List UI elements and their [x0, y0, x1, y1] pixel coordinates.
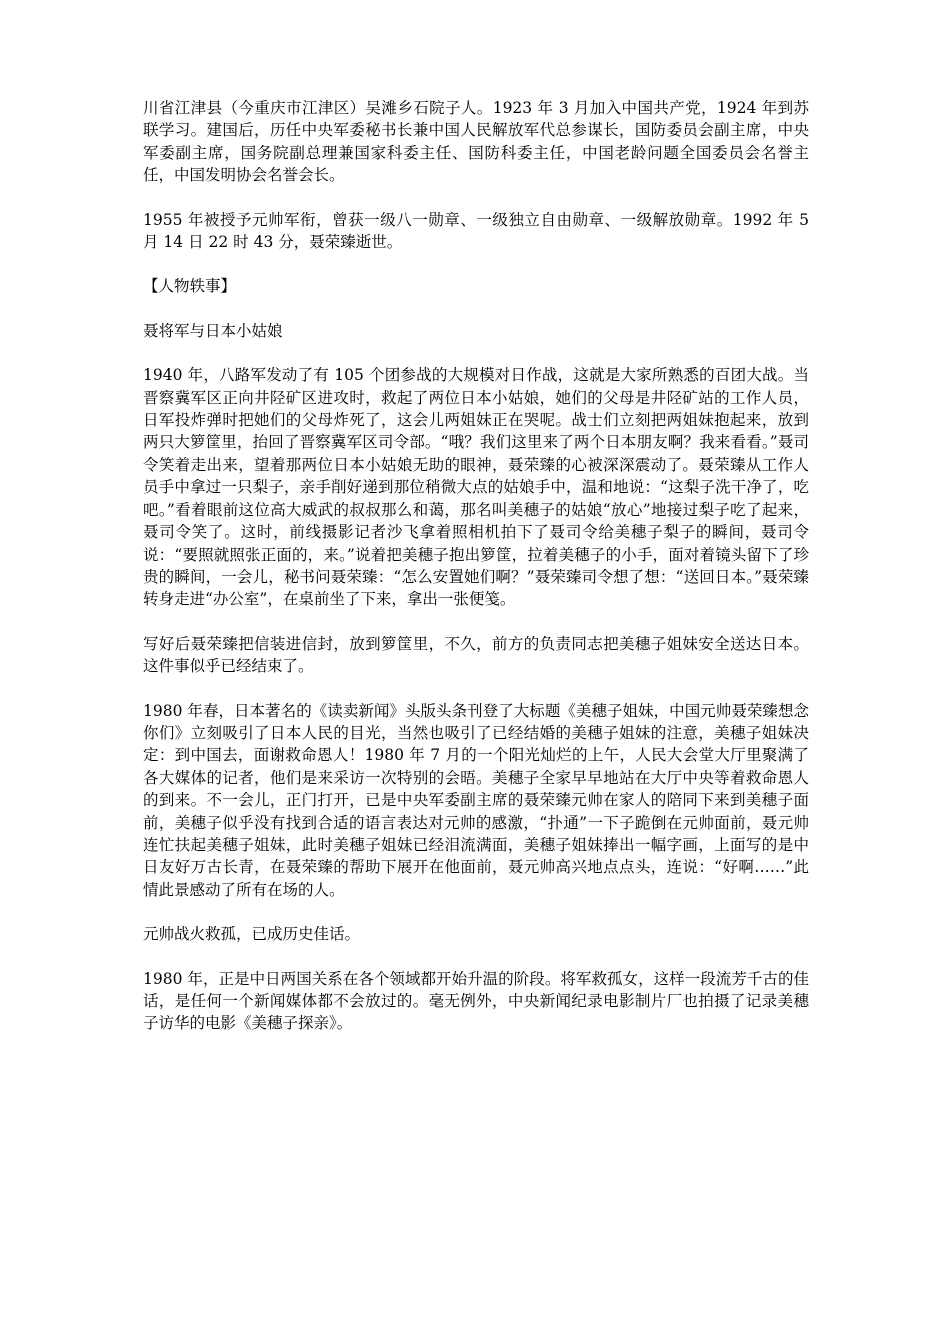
- paragraph-honors: 1955 年被授予元帅军衔，曾获一级八一勋章、一级独立自由勋章、一级解放勋章。1992 年 5 月 14 日 22 时 43 分，聂荣臻逝世。: [143, 210, 809, 252]
- paragraph-biography: 川省江津县（今重庆市江津区）吴滩乡石院子人。1923 年 3 月加入中国共产党，1924 年到苏联学习。建国后，历任中央军委秘书长兼中国人民解放军代总参谋长，国防委员会副主席，中央军委副主席，国务院副总理兼国家科委主任、国防科委主任，中国老龄问题全国委员会名誉主任，中国发明协会名誉会长。: [143, 99, 809, 185]
- paragraph-summary: 元帅战火救孤，已成历史佳话。: [143, 925, 361, 944]
- section-heading: 【人物轶事】: [143, 277, 237, 296]
- paragraph-reunion: 1980 年春，日本著名的《读卖新闻》头版头条刊登了大标题《美穗子姐妹，中国元帅聂荣臻想念你们》立刻吸引了日本人民的目光，当然也吸引了已经结婚的美穗子姐妹的注意，美穗子姐妹决定：到中国去，面谢救命恩人！1980 年 7 月的一个阳光灿烂的上午，人民大会堂大厅里聚满了各大媒体的记者，他们是来采访一次特别的会晤。美穗子全家早早地站在大厅中央等着救命恩人的到来。不一会儿，正门打开，已是中央军委副主席的聂荣臻元帅在家人的陪同下来到美穗子面前，美穗子似乎没有找到合适的语言表达对元帅的感激，“扑通”一下子跪倒在元帅面前，聂元帅连忙扶起美穗子姐妹，此时美穗子姐妹已经泪流满面，美穗子姐妹捧出一幅字画，上面写的是中日友好万古长青，在聂荣臻的帮助下展开在他面前，聂元帅高兴地点点头，连说：“好啊……”此情此景感动了所有在场的人。: [143, 701, 809, 899]
- story-title: 聂将军与日本小姑娘: [143, 321, 283, 340]
- paragraph-rescue-story: 1940 年，八路军发动了有 105 个团参战的大规模对日作战，这就是大家所熟悉的百团大战。当晋察冀军区正向井陉矿区进攻时，救起了两位日本小姑娘，她们的父母是井陉矿站的工作人员，日军投炸弹时把她们的父母炸死了，这会儿两姐妹正在哭呢。战士们立刻把两姐妹抱起来，放到两只大箩筐里，抬回了晋察冀军区司令部。“哦？我们这里来了两个日本朋友啊？我来看看。”聂司令笑着走出来，望着那两位日本小姑娘无助的眼神，聂荣臻的心被深深震动了。聂荣臻从工作人员手中拿过一只梨子，亲手削好递到那位稍微大点的姑娘手中，温和地说：“这梨子洗干净了，吃吧。”看着眼前这位高大威武的叔叔那么和蔼，那名叫美穗子的姑娘“放心”地接过梨子吃了起来，聂司令笑了。这时，前线摄影记者沙飞拿着照相机拍下了聂司令给美穗子梨子的瞬间，聂司令说：“要照就照张正面的，来。”说着把美穗子抱出箩筐，拉着美穗子的小手，面对着镜头留下了珍贵的瞬间，一会儿，秘书问聂荣臻：“怎么安置她们啊？”聂荣臻司令想了想：“送回日本。”聂荣臻转身走进“办公室”，在桌前坐了下来，拿出一张便笺。: [143, 366, 809, 609]
- paragraph-film: 1980 年，正是中日两国关系在各个领域都开始升温的阶段。将军救孤女，这样一段流芳千古的佳话，是任何一个新闻媒体都不会放过的。毫无例外，中央新闻纪录电影制片厂也拍摄了记录美穗子访华的电影《美穗子探亲》。: [143, 969, 809, 1033]
- paragraph-letter: 写好后聂荣臻把信装进信封，放到箩筐里，不久，前方的负责同志把美穗子姐妹安全送达日本。这件事似乎已经结束了。: [143, 634, 809, 676]
- document-body: [143, 97, 809, 1057]
